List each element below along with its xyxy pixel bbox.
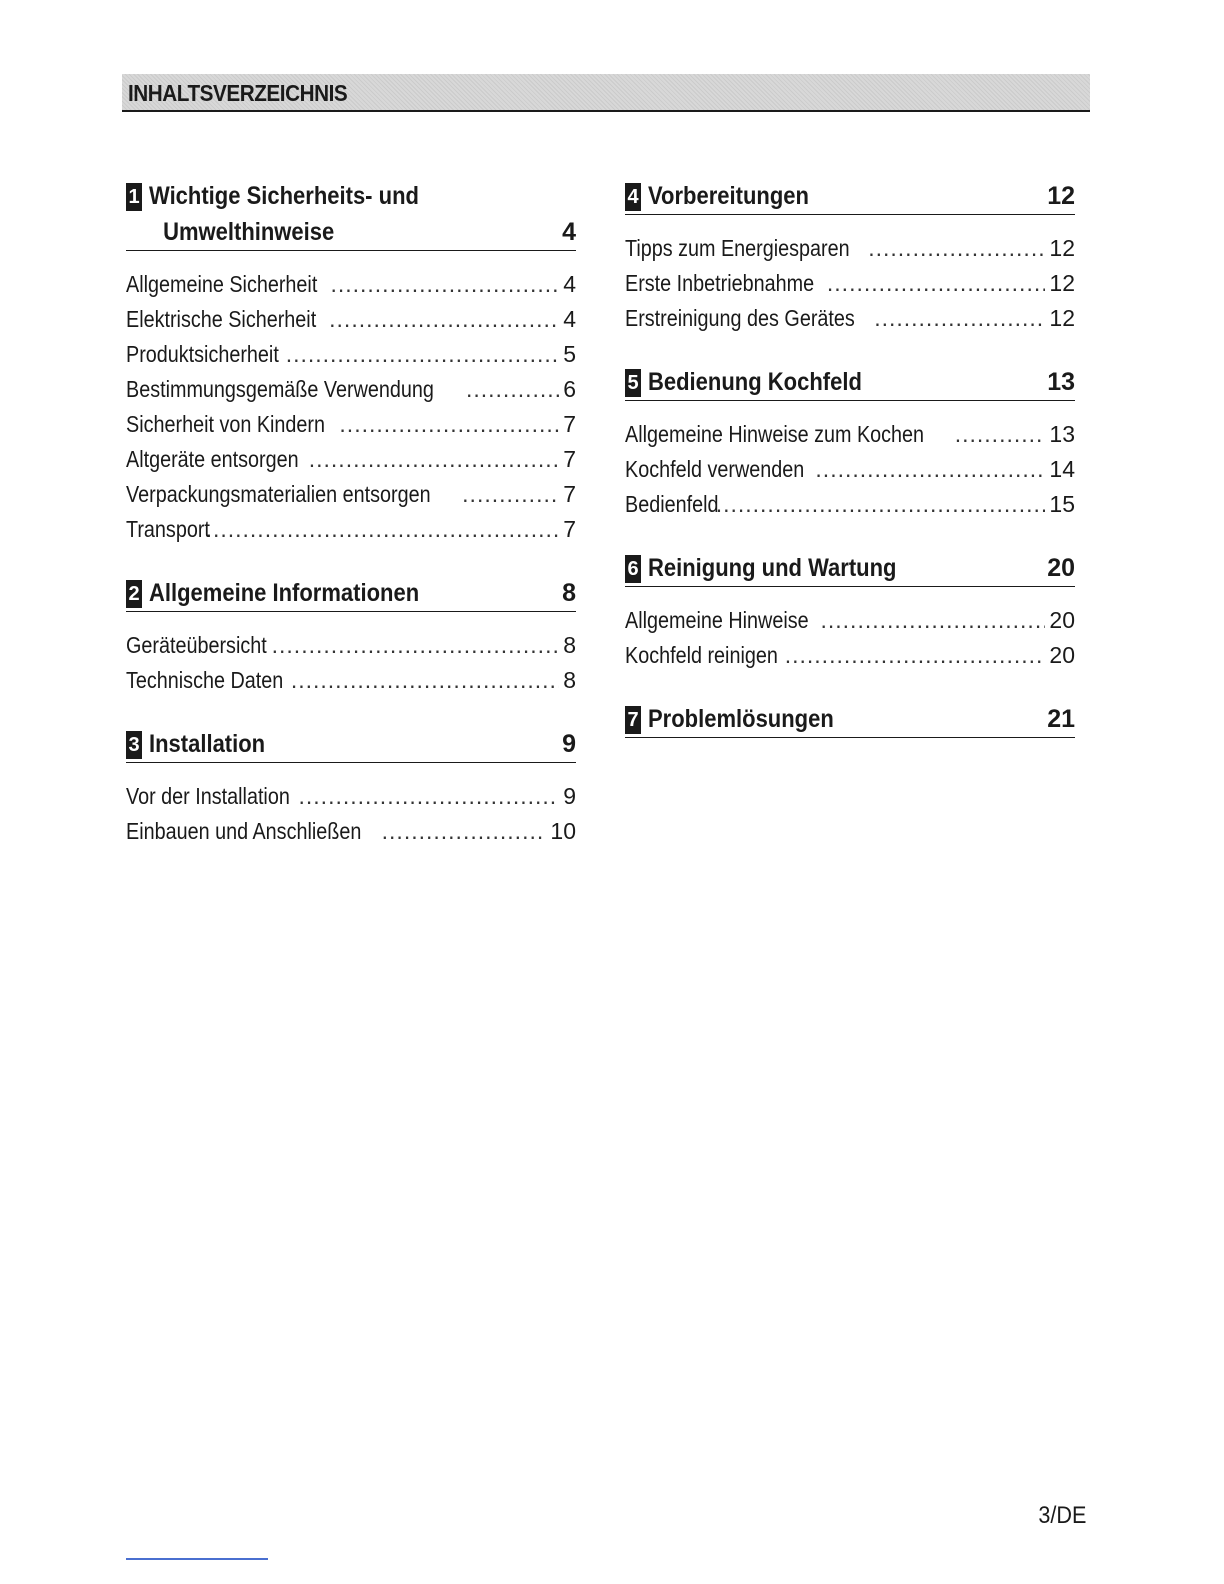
toc-entry-page: 7: [563, 411, 576, 437]
dot-leader: [868, 231, 1045, 266]
toc-entry[interactable]: [126, 372, 576, 407]
section-page-number: 13: [1047, 368, 1075, 396]
section-heading[interactable]: [625, 550, 1075, 587]
toc-entry[interactable]: [126, 267, 576, 302]
toc-entry-label: Transport: [126, 516, 210, 542]
toc-section-2: [126, 575, 576, 698]
dot-leader: [286, 337, 560, 372]
toc-entry-label: Allgemeine Hinweise zum Kochen: [625, 421, 925, 447]
toc-entry[interactable]: [625, 603, 1075, 638]
section-number-badge: 6: [625, 555, 641, 583]
section-title: Reinigung und Wartung: [648, 554, 897, 582]
toc-entry-page: 7: [563, 446, 576, 472]
toc-section-1: [126, 178, 576, 547]
toc-entry-page: 15: [1049, 491, 1075, 517]
section-number-badge: 4: [625, 183, 641, 211]
section-title-line2: Umwelthinweise: [163, 218, 335, 246]
toc-entry-label: Erste Inbetriebnahme: [625, 270, 815, 296]
toc-entry[interactable]: [126, 337, 576, 372]
dot-leader: [827, 266, 1046, 301]
toc-entry-page: 5: [563, 341, 576, 367]
section-number-badge: 1: [126, 183, 142, 211]
toc-entry-page: 8: [563, 667, 576, 693]
toc-entry-page: 8: [563, 632, 576, 658]
toc-entry-label: Allgemeine Sicherheit: [126, 271, 318, 297]
dot-leader: [329, 302, 559, 337]
section-page-number: 12: [1047, 182, 1075, 210]
section-heading[interactable]: [625, 701, 1075, 738]
toc-entry-page: 4: [563, 271, 576, 297]
toc-entry-label: Erstreinigung des Gerätes: [625, 305, 855, 331]
section-number-badge: 3: [126, 731, 142, 759]
toc-entry[interactable]: [126, 442, 576, 477]
section-page-number: 4: [562, 218, 576, 246]
toc-section-3: [126, 726, 576, 849]
dot-leader: [382, 814, 547, 849]
toc-entry[interactable]: [625, 487, 1075, 522]
toc-section-7: [625, 701, 1075, 738]
toc-entry-label: Produktsicherheit: [126, 341, 279, 367]
dot-leader: [462, 477, 559, 512]
dot-leader: [272, 628, 560, 663]
section-heading[interactable]: [126, 726, 576, 763]
toc-entry-label: Bestimmungsgemäße Verwendung: [126, 376, 434, 402]
section-number-badge: 5: [625, 369, 641, 397]
toc-entry-label: Vor der Installation: [126, 783, 290, 809]
toc-entry-label: Einbauen und Anschließen: [126, 818, 362, 844]
toc-entry-label: Sicherheit von Kindern: [126, 411, 326, 437]
dot-leader: [206, 512, 560, 547]
dot-leader: [291, 663, 559, 698]
toc-section-5: [625, 364, 1075, 522]
section-page-number: 21: [1047, 705, 1075, 733]
section-title: Vorbereitungen: [648, 182, 809, 210]
dot-leader: [466, 372, 559, 407]
toc-entry[interactable]: [625, 417, 1075, 452]
toc-entry-label: Technische Daten: [126, 667, 284, 693]
toc-entry-page: 20: [1049, 642, 1075, 668]
toc-entry[interactable]: [126, 407, 576, 442]
section-heading[interactable]: [625, 364, 1075, 401]
toc-entry-page: 7: [563, 481, 576, 507]
toc-entry[interactable]: [126, 779, 576, 814]
toc-entry[interactable]: [126, 302, 576, 337]
section-page-number: 20: [1047, 554, 1075, 582]
toc-entry[interactable]: [625, 231, 1075, 266]
dot-leader: [716, 487, 1046, 522]
dot-leader: [815, 452, 1045, 487]
section-heading[interactable]: [126, 178, 576, 251]
toc-entry[interactable]: [625, 638, 1075, 673]
dot-leader: [785, 638, 1046, 673]
toc-entry-label: Kochfeld verwenden: [625, 456, 805, 482]
toc-entry-label: Bedienfeld: [625, 491, 719, 517]
section-heading[interactable]: [625, 178, 1075, 215]
dot-leader: [309, 442, 559, 477]
page-title: INHALTSVERZEICHNIS: [128, 80, 348, 106]
section-heading[interactable]: [126, 575, 576, 612]
footer-divider: [126, 1558, 268, 1560]
toc-entry-page: 7: [563, 516, 576, 542]
toc-section-4: [625, 178, 1075, 336]
toc-entry-page: 12: [1049, 270, 1075, 296]
section-number-badge: 7: [625, 706, 641, 734]
section-title-line1: Wichtige Sicherheits- und: [149, 182, 419, 210]
section-title: Installation: [149, 730, 266, 758]
toc-entry[interactable]: [126, 814, 576, 849]
section-title: [149, 178, 513, 250]
toc-entry-page: 12: [1049, 235, 1075, 261]
section-number-badge: 2: [126, 580, 142, 608]
toc-section-6: [625, 550, 1075, 673]
dot-leader: [955, 417, 1046, 452]
toc-entry-label: Geräteübersicht: [126, 632, 267, 658]
toc-entry-page: 10: [550, 818, 576, 844]
toc-entry-label: Tipps zum Energiesparen: [625, 235, 850, 261]
toc-column-right: [625, 178, 1075, 766]
toc-entry[interactable]: [126, 628, 576, 663]
toc-entry[interactable]: [625, 452, 1075, 487]
toc-entry-label: Altgeräte entsorgen: [126, 446, 299, 472]
toc-entry[interactable]: [126, 477, 576, 512]
toc-entry-page: 13: [1049, 421, 1075, 447]
toc-entry-page: 6: [563, 376, 576, 402]
page-number-footer: 3/DE: [1037, 1502, 1086, 1529]
toc-entry-page: 14: [1049, 456, 1075, 482]
dot-leader: [874, 301, 1045, 336]
toc-entry-label: Kochfeld reinigen: [625, 642, 778, 668]
toc-entry-label: Allgemeine Hinweise: [625, 607, 809, 633]
toc-entry[interactable]: [625, 301, 1075, 336]
dot-leader: [330, 267, 559, 302]
dot-leader: [339, 407, 559, 442]
toc-entry-page: 9: [563, 783, 576, 809]
section-page-number: 9: [562, 730, 576, 758]
header-bar: [122, 74, 1090, 112]
dot-leader: [299, 779, 560, 814]
section-page-number: 8: [562, 579, 576, 607]
toc-column-left: [126, 178, 576, 877]
section-title: Allgemeine Informationen: [149, 579, 420, 607]
toc-entry[interactable]: [126, 512, 576, 547]
toc-entry[interactable]: [126, 663, 576, 698]
section-title: Bedienung Kochfeld: [648, 368, 862, 396]
toc-entry-page: 4: [563, 306, 576, 332]
toc-entry[interactable]: [625, 266, 1075, 301]
toc-entry-label: Elektrische Sicherheit: [126, 306, 317, 332]
dot-leader: [821, 603, 1046, 638]
toc-entry-page: 20: [1049, 607, 1075, 633]
toc-entry-page: 12: [1049, 305, 1075, 331]
section-title: Problemlösungen: [648, 705, 834, 733]
toc-entry-label: Verpackungsmaterialien entsorgen: [126, 481, 431, 507]
